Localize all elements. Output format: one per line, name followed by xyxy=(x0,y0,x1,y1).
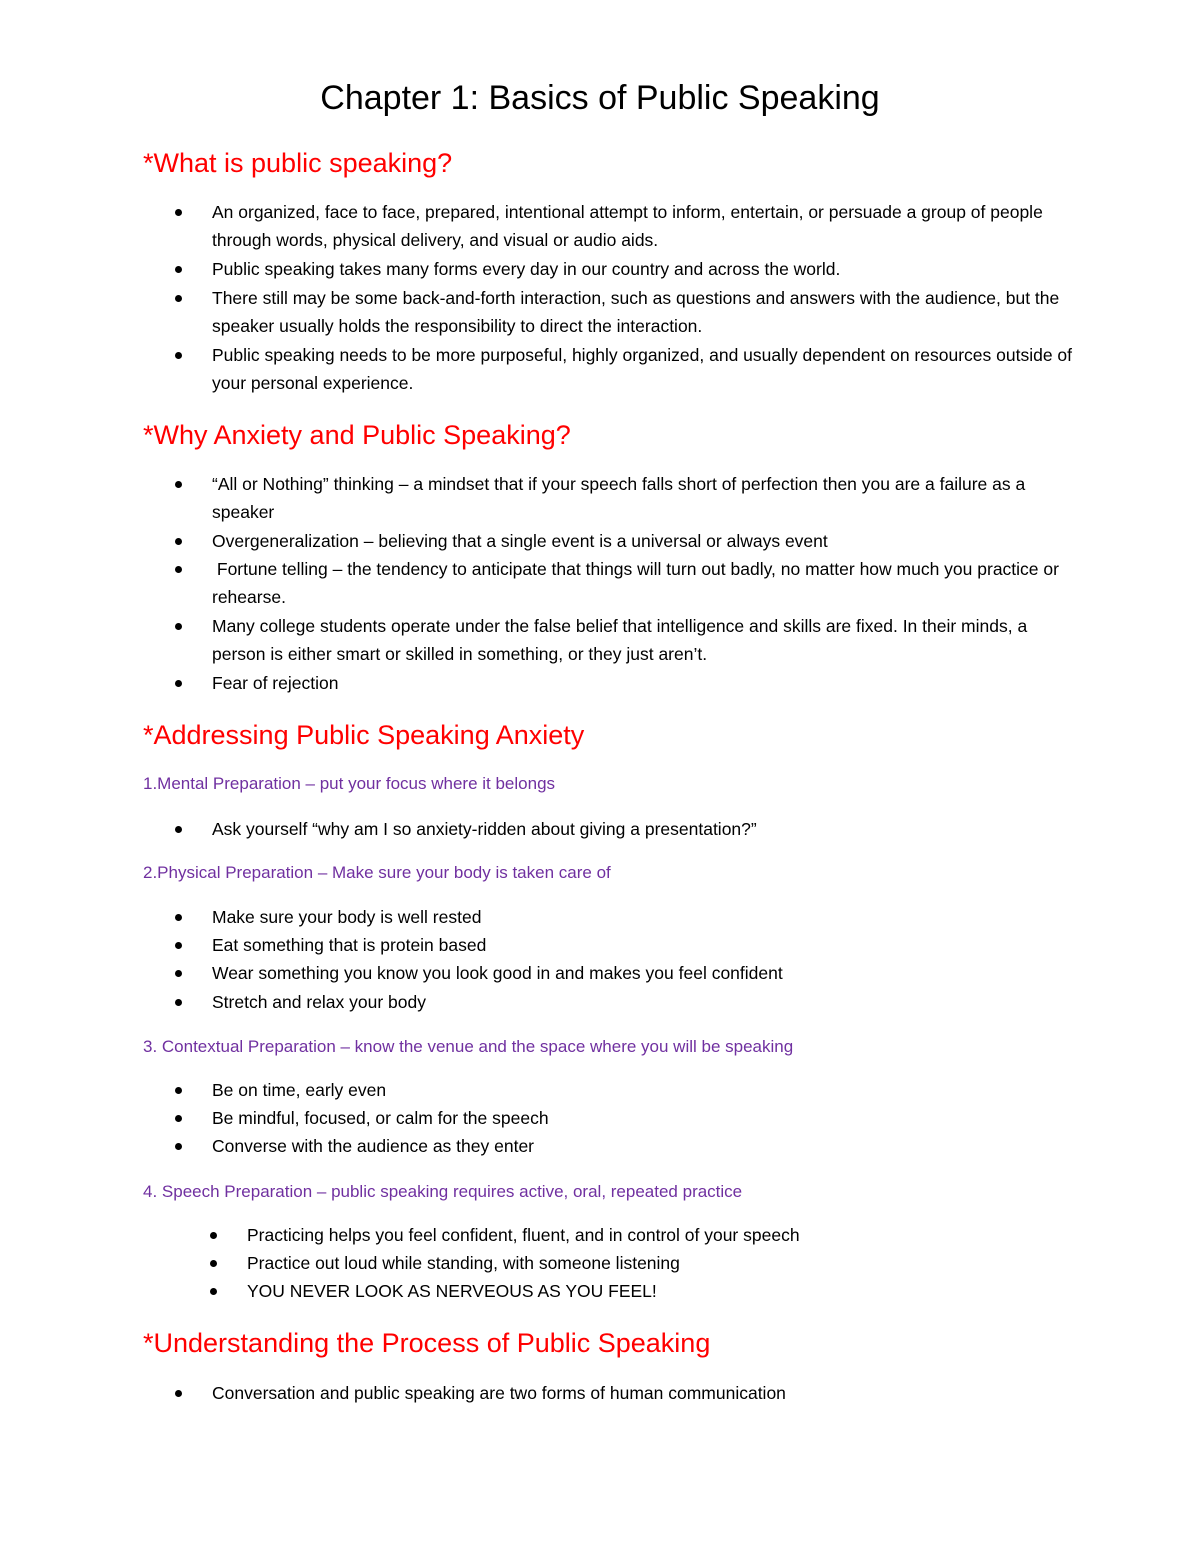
list-item xyxy=(247,1221,1087,1249)
list-item xyxy=(212,988,1072,1016)
list-item xyxy=(212,255,1072,283)
bullet-icon xyxy=(175,1115,182,1122)
list-item-text: Practice out loud while standing, with someone listening xyxy=(247,1253,680,1273)
bullet-icon xyxy=(175,970,182,977)
bullet-icon xyxy=(175,566,182,573)
list-item-text: Many college students operate under the false belief that intelligence and skills are fixed. In their minds, a person is either smart or skilled in something, or they just aren’t. xyxy=(212,616,1028,665)
bullet-icon xyxy=(175,481,182,488)
bullet-icon xyxy=(210,1288,217,1295)
bullet-icon xyxy=(175,538,182,545)
bullet-icon xyxy=(175,1143,182,1150)
bullet-icon xyxy=(175,352,182,359)
list-item xyxy=(212,341,1072,398)
list-item-text: An organized, face to face, prepared, intentional attempt to inform, entertain, or persuade a group of people through words, physical delivery, and visual or audio aids. xyxy=(212,202,1043,251)
list-item xyxy=(212,959,1072,987)
list-item-text: There still may be some back-and-forth interaction, such as questions and answers with the audience, but the speaker usually holds the responsibility to direct the interaction. xyxy=(212,288,1060,337)
list-item-text: Overgeneralization – believing that a single event is a universal or always event xyxy=(212,531,828,551)
list-item-text: YOU NEVER LOOK AS NERVEOUS AS YOU FEEL! xyxy=(247,1281,657,1301)
list-item xyxy=(212,669,1072,697)
list-item-text: Public speaking takes many forms every day in our country and across the world. xyxy=(212,259,841,279)
list-item-text: Stretch and relax your body xyxy=(212,992,427,1012)
list-item-text: Fear of rejection xyxy=(212,673,339,693)
section-heading-why-anxiety: *Why Anxiety and Public Speaking? xyxy=(143,420,571,450)
list-item-text: Make sure your body is well rested xyxy=(212,907,482,927)
list-item-text: Ask yourself “why am I so anxiety-ridden about giving a presentation?” xyxy=(212,819,757,839)
list-item xyxy=(247,1277,1087,1305)
list-item xyxy=(212,198,1072,255)
subheading-speech-preparation: 4. Speech Preparation – public speaking requires active, oral, repeated practice xyxy=(143,1182,743,1201)
list-item-text: Public speaking needs to be more purposeful, highly organized, and usually dependent on resources outside of your personal experience. xyxy=(212,345,1073,394)
bullet-icon xyxy=(175,209,182,216)
list-item xyxy=(212,1104,1072,1132)
list-item xyxy=(212,527,1072,555)
bullet-icon xyxy=(175,266,182,273)
subheading-physical-preparation: 2.Physical Preparation – Make sure your body is taken care of xyxy=(143,863,611,882)
list-item-text: Eat something that is protein based xyxy=(212,935,487,955)
list-item-text: Converse with the audience as they enter xyxy=(212,1136,534,1156)
list-item-text: Be on time, early even xyxy=(212,1080,387,1100)
list-item xyxy=(212,470,1072,527)
bullet-icon xyxy=(175,826,182,833)
list-item xyxy=(212,1076,1072,1104)
list-item-text: Practicing helps you feel confident, fluent, and in control of your speech xyxy=(247,1225,800,1245)
section-heading-what-is-public-speaking: *What is public speaking? xyxy=(143,148,453,178)
list-item-text: Wear something you know you look good in and makes you feel confident xyxy=(212,963,783,983)
list-item-text: Conversation and public speaking are two forms of human communication xyxy=(212,1383,786,1403)
list-item xyxy=(212,903,1072,931)
subheading-contextual-preparation: 3. Contextual Preparation – know the venue and the space where you will be speaking xyxy=(143,1037,794,1056)
list-item xyxy=(212,931,1072,959)
bullet-icon xyxy=(210,1260,217,1267)
bullet-icon xyxy=(175,914,182,921)
bullet-icon xyxy=(175,623,182,630)
bullet-icon xyxy=(175,999,182,1006)
bullet-icon xyxy=(175,680,182,687)
bullet-icon xyxy=(175,1390,182,1397)
page-title: Chapter 1: Basics of Public Speaking xyxy=(320,79,880,117)
list-item xyxy=(212,815,1072,843)
bullet-icon xyxy=(175,1087,182,1094)
list-item-text: “All or Nothing” thinking – a mindset that if your speech falls short of perfection then you are a failure as a speaker xyxy=(212,474,1026,523)
subheading-mental-preparation: 1.Mental Preparation – put your focus where it belongs xyxy=(143,774,556,793)
list-item xyxy=(212,1379,1072,1407)
list-item xyxy=(212,1132,1072,1160)
bullet-icon xyxy=(175,295,182,302)
bullet-icon xyxy=(175,942,182,949)
list-item xyxy=(212,555,1072,612)
list-item xyxy=(247,1249,1087,1277)
section-heading-understanding-process: *Understanding the Process of Public Speaking xyxy=(143,1328,711,1358)
list-item xyxy=(212,284,1072,341)
list-item xyxy=(212,612,1072,669)
bullet-icon xyxy=(210,1232,217,1239)
section-heading-addressing-anxiety: *Addressing Public Speaking Anxiety xyxy=(143,720,585,750)
list-item-text: Be mindful, focused, or calm for the speech xyxy=(212,1108,549,1128)
list-item-text: Fortune telling – the tendency to anticipate that things will turn out badly, no matter how much you practice or rehearse. xyxy=(212,559,1064,608)
